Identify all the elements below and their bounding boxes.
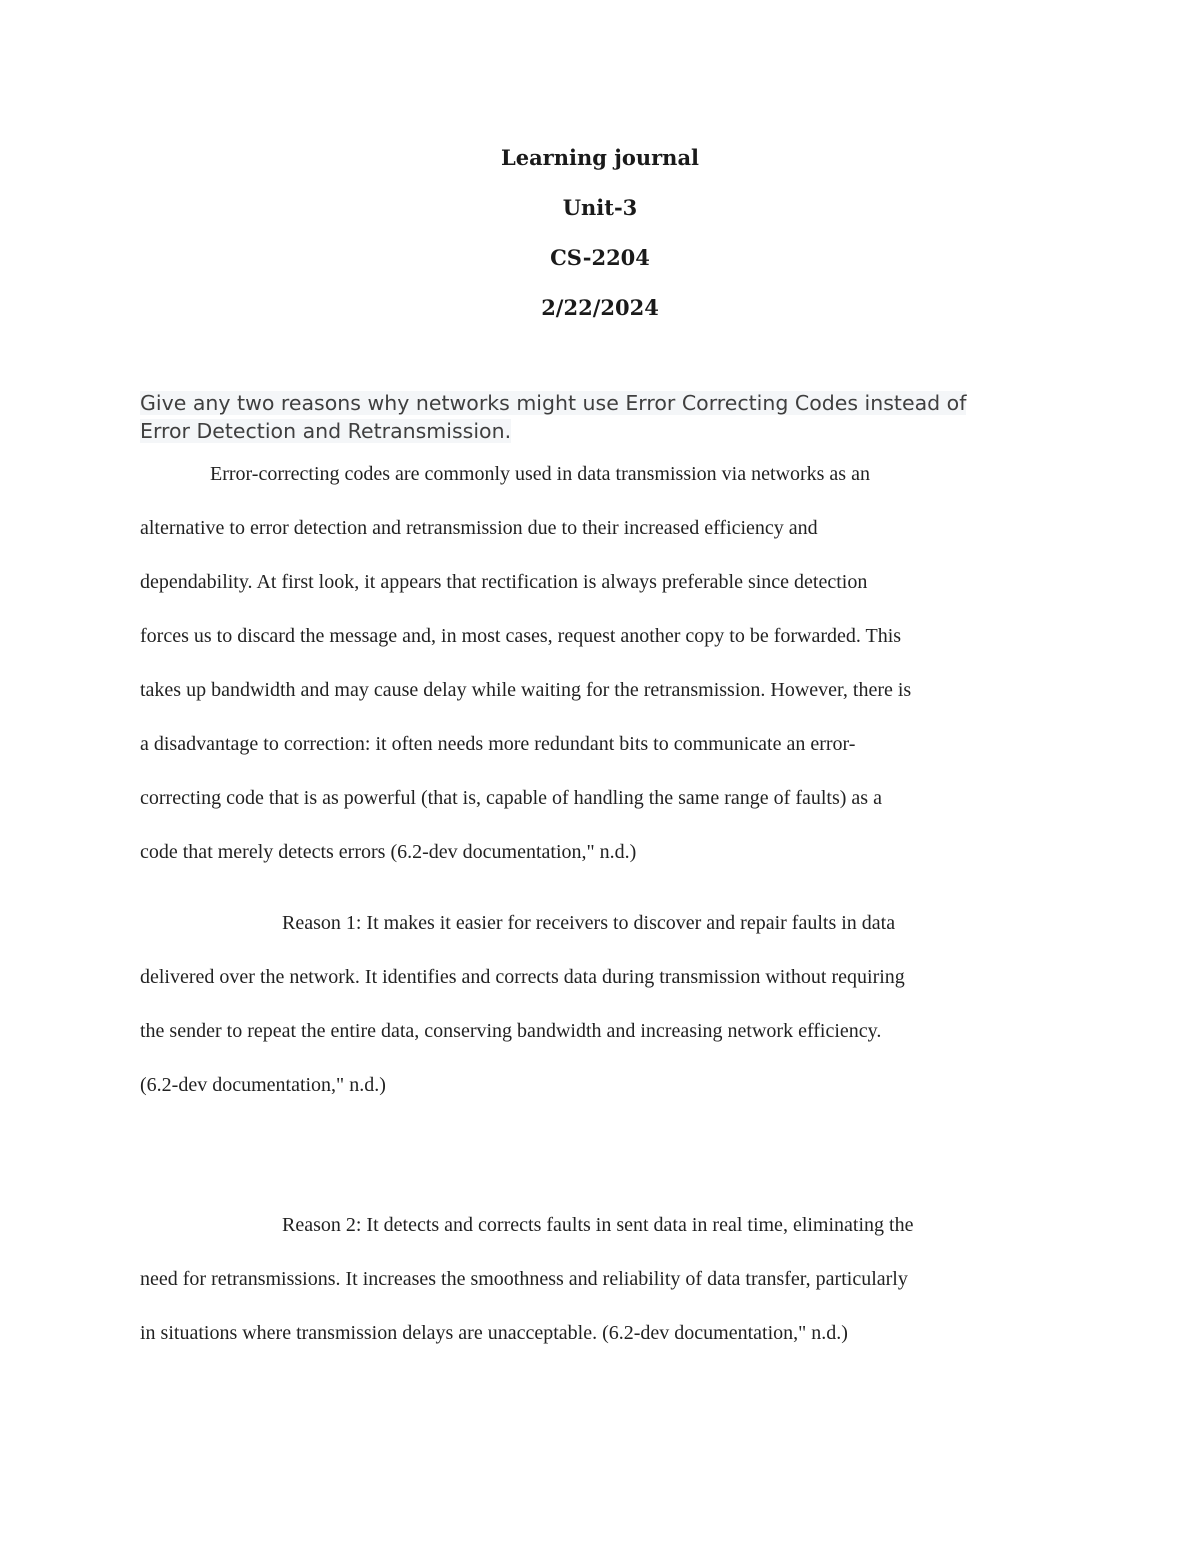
paragraph-line: dependability. At first look, it appears that rectification is always preferable since detection	[140, 571, 868, 593]
paragraph-line: need for retransmissions. It increases the smoothness and reliability of data transfer, particularly	[140, 1268, 908, 1290]
paragraph-line: in situations where transmission delays are unacceptable. (6.2-dev documentation," n.d.)	[140, 1322, 848, 1344]
paragraph-line: Reason 2: It detects and corrects faults in sent data in real time, eliminating the	[282, 1214, 914, 1236]
paragraph-line: delivered over the network. It identifies and corrects data during transmission without requiring	[140, 966, 905, 988]
paragraph-line: the sender to repeat the entire data, conserving bandwidth and increasing network efficiency.	[140, 1020, 882, 1042]
paragraph-line: a disadvantage to correction: it often needs more redundant bits to communicate an error-	[140, 733, 856, 755]
paragraph-line: forces us to discard the message and, in most cases, request another copy to be forwarded. This	[140, 625, 902, 647]
question-text: Give any two reasons why networks might use Error Correcting Codes instead of	[140, 391, 967, 415]
document-title: Learning journal	[500, 145, 700, 170]
paragraph-line: takes up bandwidth and may cause delay while waiting for the retransmission. However, there is	[140, 679, 912, 701]
course-code: CS-2204	[550, 245, 650, 270]
paragraph-line: correcting code that is as powerful (that is, capable of handling the same range of faults) as a	[140, 787, 882, 809]
question-line	[140, 417, 1060, 445]
paragraph-line: Error-correcting codes are commonly used in data transmission via networks as an	[210, 463, 870, 485]
document-date: 2/22/2024	[541, 295, 659, 320]
question-prompt	[140, 389, 1060, 445]
question-line	[140, 389, 1060, 417]
question-text: Error Detection and Retransmission.	[140, 419, 512, 443]
paragraph-line: alternative to error detection and retransmission due to their increased efficiency and	[140, 517, 818, 539]
paragraph-line: (6.2-dev documentation," n.d.)	[140, 1074, 386, 1096]
unit-label: Unit-3	[562, 195, 638, 220]
paragraph-line: code that merely detects errors (6.2-dev documentation," n.d.)	[140, 841, 637, 863]
paragraph-line: Reason 1: It makes it easier for receivers to discover and repair faults in data	[282, 912, 896, 934]
